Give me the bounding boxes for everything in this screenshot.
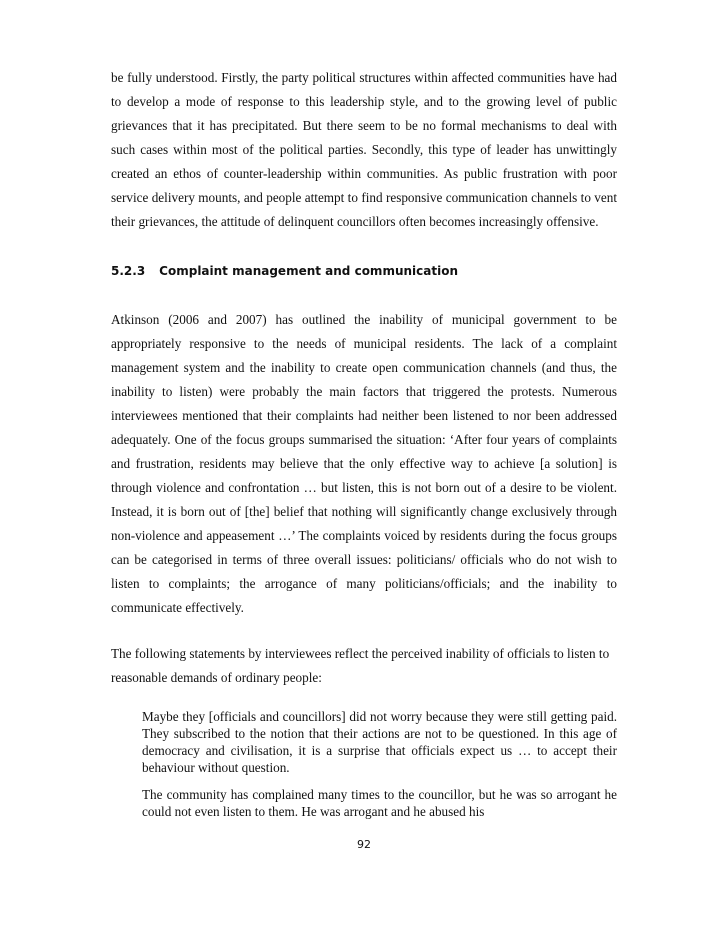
body-paragraph: Atkinson (2006 and 2007) has outlined the inability of municipal government to be appropriately responsive to the needs of municipal residents. The lack of a complaint management system and the inability to create open communication channels (and thus, the inability to listen) were probably the main factors that triggered the protests. Numerous interviewees mentioned that their complaints had neither been listened to nor been addressed adequately. One of the focus groups summarised the situation: ‘After four years of complaints and frustration, residents may believe that the only effective way to achieve [a solution] is through violence and confrontation … but listen, this is not born out of a desire to be violent. Instead, it is born out of [the] belief that nothing will significantly change exclusively through non-violence and appeasement …’ The complaints voiced by residents during the focus groups can be categorised in terms of three overall issues: politicians/ officials who do not wish to listen to complaints; the arrogance of many politicians/officials; and the inability to communicate effectively. [111,312,617,615]
body-paragraph: The following statements by interviewees reflect the perceived inability of officials to listen to reasonable demands of ordinary people: [111,646,610,685]
section-number: 5.2.3 [111,264,146,278]
page-number: 92 [357,838,371,851]
body-paragraph: be fully understood. Firstly, the party political structures within affected communities have had to develop a mode of response to this leadership style, and to the growing level of public grievances that it has precipitated. But there seem to be no formal mechanisms to deal with such cases within most of the political parties. Secondly, this type of leader has unwittingly created an ethos of counter-leadership within communities. As public frustration with poor service delivery mounts, and people attempt to find responsive communication channels to vent their grievances, the attitude of delinquent councillors often becomes increasingly offensive. [111,70,617,229]
block-quote: Maybe they [officials and councillors] did not worry because they were still getting paid. They subscribed to the notion that their actions are not to be questioned. In this age of democracy and civilisation, it is a surprise that officials expect us … to accept their behaviour without question. [142,709,617,775]
block-quote: The community has complained many times to the councillor, but he was so arrogant he could not even listen to them. He was arrogant and he abused his [142,787,617,819]
section-heading [111,259,617,283]
page-body [111,66,617,820]
section-title: Complaint management and communication [159,264,458,278]
